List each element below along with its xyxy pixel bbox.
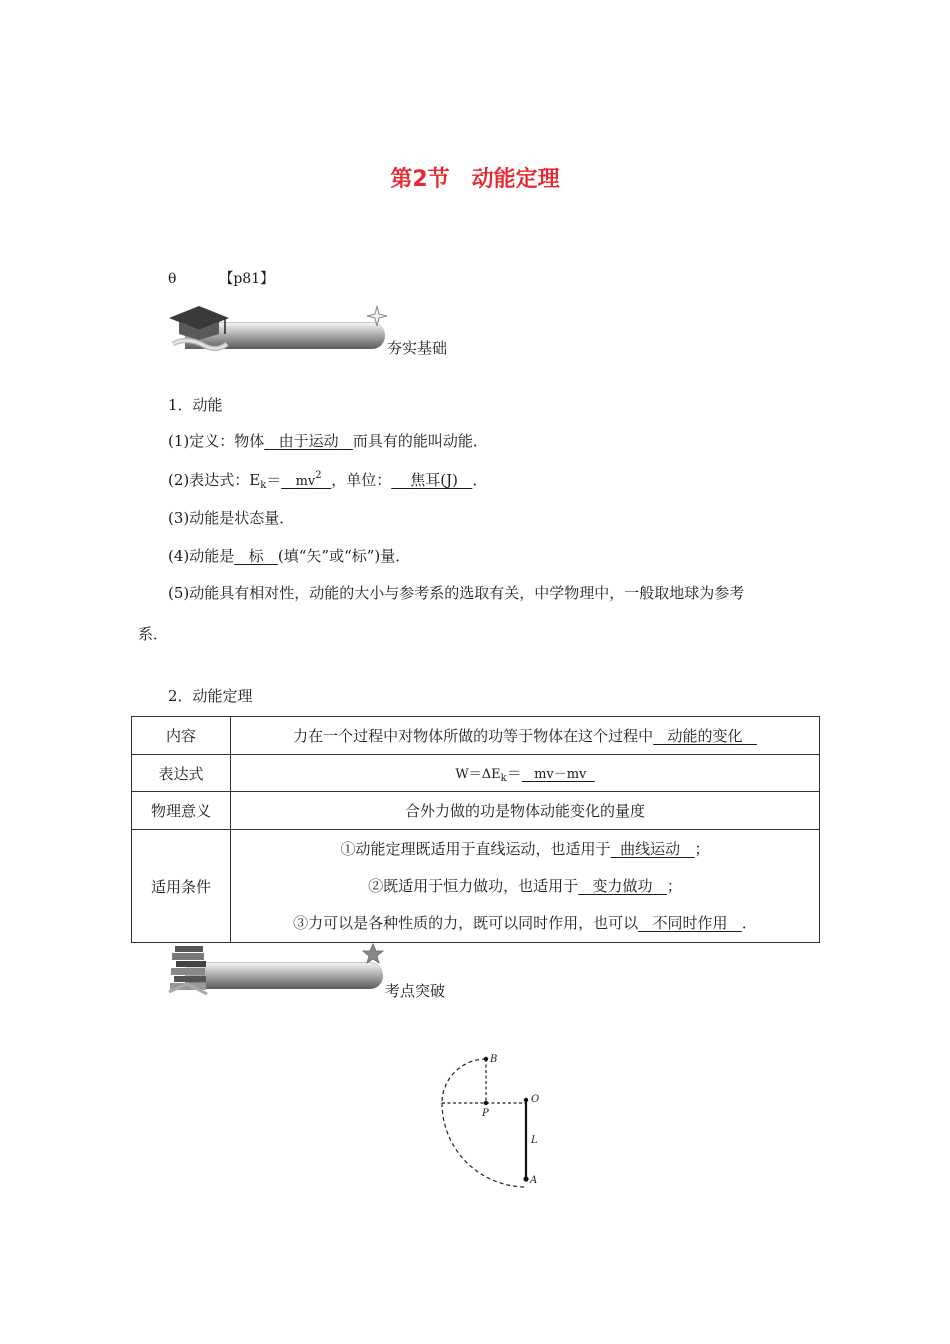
item-state-quantity: (3)动能是状态量． bbox=[168, 509, 295, 527]
basics-banner bbox=[165, 300, 465, 360]
basics-banner-label: 夯实基础 bbox=[387, 339, 448, 357]
pendulum-diagram bbox=[420, 1040, 560, 1200]
expression-cell: $W=\Delta E_k=$ mv－mv bbox=[231, 755, 820, 792]
theta-symbol: θ bbox=[168, 271, 177, 287]
label-o: O bbox=[531, 1094, 540, 1105]
page-reference: 【p81】 bbox=[219, 271, 275, 287]
theorem-table bbox=[131, 716, 820, 943]
fill-blank: 曲线运动 bbox=[620, 840, 681, 858]
item-scalar: (4)动能是 标 (填“矢”或“标”)量． bbox=[168, 547, 411, 565]
item-relativity-cont: 系． bbox=[138, 625, 169, 643]
fill-blank: 标 bbox=[248, 547, 264, 565]
fill-blank: $mv^2$ bbox=[295, 470, 322, 489]
label-b: B bbox=[490, 1054, 498, 1065]
row-head-meaning: 物理意义 bbox=[132, 792, 231, 830]
table-row bbox=[132, 717, 820, 755]
label-p: P bbox=[482, 1108, 489, 1119]
table-row bbox=[132, 830, 820, 943]
fill-blank: 不同时作用 bbox=[652, 914, 728, 932]
item-expression: (2)表达式：$E_k=$ $mv^2$ ，单位： 焦耳(J) ． bbox=[168, 470, 488, 491]
condition-3: ③力可以是各种性质的力，既可以同时作用，也可以 不同时作用 ． bbox=[293, 914, 757, 932]
item-relativity: (5)动能具有相对性，动能的大小与参考系的选取有关，中学物理中，一般取地球为参考 bbox=[168, 584, 745, 602]
conditions-cell bbox=[231, 830, 820, 943]
condition-2: ②既适用于恒力做功，也适用于 变力做功 ； bbox=[368, 877, 682, 895]
fill-blank: 变力做功 bbox=[592, 877, 653, 895]
fill-blank: 焦耳(J) bbox=[410, 471, 458, 489]
breakthrough-banner-label: 考点突破 bbox=[385, 982, 446, 1000]
page-title: 第2节 动能定理 bbox=[390, 167, 560, 192]
content-cell: 力在一个过程中对物体所做的功等于物体在这个过程中 动能的变化 bbox=[231, 717, 820, 755]
fill-blank: mv－mv bbox=[534, 767, 587, 782]
label-a: A bbox=[530, 1175, 538, 1186]
fill-blank: 由于运动 bbox=[278, 432, 339, 450]
star-icon bbox=[361, 942, 385, 966]
row-head-expression: 表达式 bbox=[132, 755, 231, 792]
meaning-cell: 合外力做的功是物体动能变化的量度 bbox=[231, 792, 820, 830]
book-stack-icon bbox=[167, 942, 217, 998]
section-1-heading: 1．动能 bbox=[168, 396, 223, 414]
graduation-cap-icon bbox=[165, 300, 235, 356]
fill-blank: 动能的变化 bbox=[667, 727, 743, 745]
sparkle-icon bbox=[365, 304, 389, 330]
label-l: L bbox=[531, 1135, 538, 1146]
reference-line bbox=[168, 268, 274, 288]
condition-1: ①动能定理既适用于直线运动，也适用于 曲线运动 ； bbox=[340, 840, 710, 858]
row-head-conditions: 适用条件 bbox=[132, 830, 231, 943]
breakthrough-banner bbox=[165, 940, 465, 1000]
table-row bbox=[132, 755, 820, 792]
item-definition: (1)定义：物体 由于运动 而具有的能叫动能． bbox=[168, 432, 488, 450]
section-2-heading: 2．动能定理 bbox=[168, 687, 253, 705]
row-head-content: 内容 bbox=[132, 717, 231, 755]
table-row bbox=[132, 792, 820, 830]
